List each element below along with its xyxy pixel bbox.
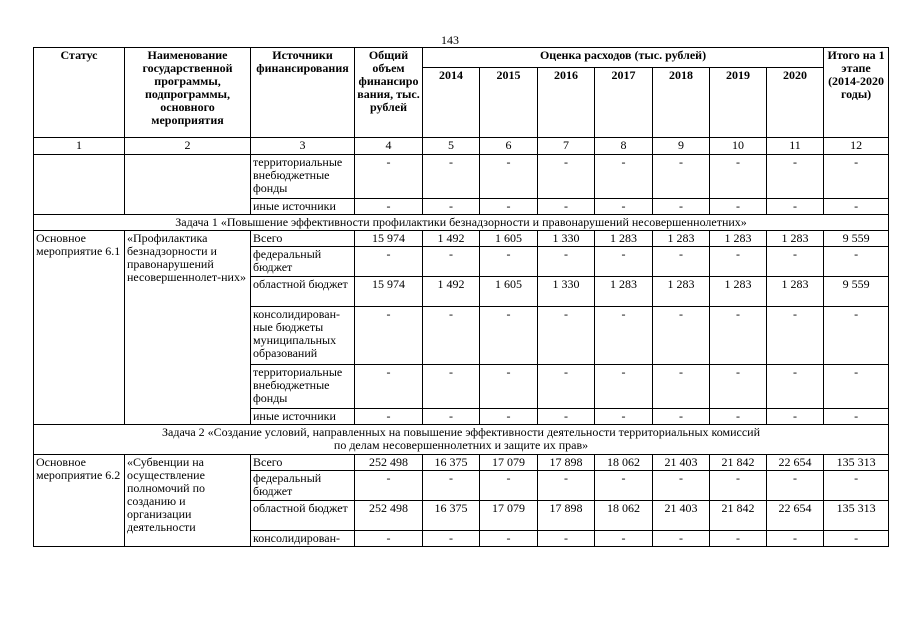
column-number: 7 <box>538 138 595 155</box>
value-cell: 18 062 <box>595 501 653 531</box>
header-stage-total: Итого на 1 этапе (2014-2020 годы) <box>824 48 889 138</box>
page-number: 143 <box>441 33 459 47</box>
value-cell: - <box>653 199 710 215</box>
source-cell: Всего <box>251 231 355 247</box>
value-cell: - <box>355 199 423 215</box>
status-cell: Основное мероприятие 6.1 <box>34 231 125 425</box>
value-cell: - <box>423 409 480 425</box>
value-cell: 1 283 <box>767 277 824 307</box>
column-number: 6 <box>480 138 538 155</box>
value-cell: - <box>824 247 889 277</box>
task-2-line-2: по делам несовершеннолетних и защите их прав» <box>333 438 589 452</box>
value-cell: - <box>595 247 653 277</box>
value-cell: 17 079 <box>480 455 538 471</box>
column-number: 4 <box>355 138 423 155</box>
header-year: 2018 <box>653 68 710 138</box>
value-cell: - <box>355 307 423 365</box>
column-number: 2 <box>125 138 251 155</box>
budget-table <box>33 47 889 547</box>
value-cell: - <box>767 199 824 215</box>
value-cell: 16 375 <box>423 501 480 531</box>
value-cell: - <box>480 471 538 501</box>
value-cell: - <box>538 365 595 409</box>
value-cell: 1 283 <box>710 231 767 247</box>
value-cell: - <box>710 531 767 547</box>
value-cell: - <box>480 409 538 425</box>
value-cell: 135 313 <box>824 455 889 471</box>
value-cell: - <box>710 199 767 215</box>
header-year: 2014 <box>423 68 480 138</box>
column-number: 8 <box>595 138 653 155</box>
column-number: 1 <box>34 138 125 155</box>
value-cell: - <box>355 409 423 425</box>
value-cell: - <box>355 471 423 501</box>
value-cell: 15 974 <box>355 231 423 247</box>
value-cell: 1 330 <box>538 277 595 307</box>
value-cell: 1 283 <box>710 277 767 307</box>
header-expenses: Оценка расходов (тыс. рублей) <box>423 48 824 68</box>
value-cell: - <box>824 307 889 365</box>
name-cell: «Профилактика безнадзорности и правонарушений несовершеннолет-них» <box>125 231 251 425</box>
status-cell: Основное мероприятие 6.2 <box>34 455 125 547</box>
source-cell: областной бюджет <box>251 501 355 531</box>
value-cell: 17 898 <box>538 501 595 531</box>
value-cell: - <box>653 365 710 409</box>
value-cell: 22 654 <box>767 455 824 471</box>
value-cell: - <box>423 247 480 277</box>
header-program-name: Наименование государственной программы, подпрограммы, основного мероприятия <box>125 48 251 138</box>
header-status: Статус <box>34 48 125 138</box>
value-cell: 21 842 <box>710 501 767 531</box>
value-cell: - <box>538 247 595 277</box>
source-cell: территориальные внебюджетные фонды <box>251 365 355 409</box>
column-number: 3 <box>251 138 355 155</box>
value-cell: - <box>538 531 595 547</box>
column-number: 12 <box>824 138 889 155</box>
value-cell: - <box>710 471 767 501</box>
value-cell: - <box>595 409 653 425</box>
value-cell: 17 898 <box>538 455 595 471</box>
value-cell: 16 375 <box>423 455 480 471</box>
value-cell: - <box>710 155 767 199</box>
value-cell: - <box>653 409 710 425</box>
value-cell: - <box>595 531 653 547</box>
header-year: 2019 <box>710 68 767 138</box>
value-cell: - <box>480 365 538 409</box>
value-cell: - <box>423 365 480 409</box>
value-cell: - <box>595 307 653 365</box>
value-cell: - <box>480 199 538 215</box>
header-year: 2017 <box>595 68 653 138</box>
value-cell: - <box>595 199 653 215</box>
value-cell: - <box>653 307 710 365</box>
value-cell: - <box>480 247 538 277</box>
value-cell: - <box>824 471 889 501</box>
value-cell: 1 283 <box>767 231 824 247</box>
header-sources: Источники финансирования <box>251 48 355 138</box>
value-cell: - <box>653 531 710 547</box>
source-cell: иные источники <box>251 199 355 215</box>
value-cell: - <box>423 307 480 365</box>
value-cell: - <box>767 155 824 199</box>
header-year: 2016 <box>538 68 595 138</box>
value-cell: 1 492 <box>423 277 480 307</box>
value-cell: 1 283 <box>595 277 653 307</box>
value-cell: - <box>767 471 824 501</box>
value-cell: - <box>423 199 480 215</box>
value-cell: 17 079 <box>480 501 538 531</box>
value-cell: - <box>767 409 824 425</box>
source-cell: областной бюджет <box>251 277 355 307</box>
value-cell: - <box>595 365 653 409</box>
status-cell-empty <box>34 155 125 215</box>
value-cell: - <box>710 307 767 365</box>
value-cell: - <box>538 471 595 501</box>
value-cell: 1 283 <box>653 277 710 307</box>
value-cell: - <box>355 155 423 199</box>
value-cell: - <box>355 531 423 547</box>
value-cell: - <box>355 247 423 277</box>
value-cell: - <box>538 409 595 425</box>
source-cell: федеральный бюджет <box>251 247 355 277</box>
value-cell: 9 559 <box>824 231 889 247</box>
column-number: 10 <box>710 138 767 155</box>
value-cell: - <box>824 531 889 547</box>
column-number: 5 <box>423 138 480 155</box>
value-cell: 18 062 <box>595 455 653 471</box>
value-cell: 1 605 <box>480 231 538 247</box>
value-cell: - <box>595 471 653 501</box>
source-cell: иные источники <box>251 409 355 425</box>
value-cell: 1 330 <box>538 231 595 247</box>
task-2-line-1: Задача 2 «Создание условий, направленных на повышение эффективности деятельности территориальных комиссий <box>162 425 761 439</box>
value-cell: - <box>767 531 824 547</box>
value-cell: - <box>653 247 710 277</box>
value-cell: - <box>824 199 889 215</box>
value-cell: - <box>710 409 767 425</box>
source-cell: территориальные внебюджетные фонды <box>251 155 355 199</box>
value-cell: 135 313 <box>824 501 889 531</box>
value-cell: 1 283 <box>653 231 710 247</box>
name-cell: «Субвенции на осуществление полномочий по созданию и организации деятельности <box>125 455 251 547</box>
source-cell: консолидирован- <box>251 531 355 547</box>
value-cell: - <box>423 471 480 501</box>
value-cell: 21 403 <box>653 455 710 471</box>
header-year: 2015 <box>480 68 538 138</box>
task-1-heading: Задача 1 «Повышение эффективности профилактики безнадзорности и правонарушений несовершеннолетних» <box>34 215 889 231</box>
value-cell: - <box>480 155 538 199</box>
value-cell: - <box>824 365 889 409</box>
value-cell: - <box>653 155 710 199</box>
value-cell: 252 498 <box>355 501 423 531</box>
value-cell: 252 498 <box>355 455 423 471</box>
header-year: 2020 <box>767 68 824 138</box>
name-cell-empty <box>125 155 251 215</box>
value-cell: - <box>653 471 710 501</box>
value-cell: 1 492 <box>423 231 480 247</box>
value-cell: - <box>767 365 824 409</box>
value-cell: - <box>538 199 595 215</box>
header-total: Общий объем финансиро вания, тыс. рублей <box>355 48 423 138</box>
value-cell: - <box>767 307 824 365</box>
value-cell: - <box>824 409 889 425</box>
column-number: 11 <box>767 138 824 155</box>
value-cell: 21 403 <box>653 501 710 531</box>
value-cell: - <box>480 531 538 547</box>
value-cell: - <box>480 307 538 365</box>
value-cell: - <box>423 155 480 199</box>
value-cell: - <box>710 247 767 277</box>
value-cell: - <box>824 155 889 199</box>
value-cell: - <box>538 155 595 199</box>
value-cell: 15 974 <box>355 277 423 307</box>
column-number: 9 <box>653 138 710 155</box>
value-cell: 21 842 <box>710 455 767 471</box>
value-cell: 9 559 <box>824 277 889 307</box>
source-cell: федеральный бюджет <box>251 471 355 501</box>
value-cell: - <box>767 247 824 277</box>
value-cell: - <box>595 155 653 199</box>
value-cell: - <box>538 307 595 365</box>
source-cell: Всего <box>251 455 355 471</box>
value-cell: - <box>355 365 423 409</box>
value-cell: 1 605 <box>480 277 538 307</box>
value-cell: - <box>423 531 480 547</box>
value-cell: - <box>710 365 767 409</box>
value-cell: 22 654 <box>767 501 824 531</box>
source-cell: консолидирован-ные бюджеты муниципальных образований <box>251 307 355 365</box>
task-2-heading <box>34 425 889 455</box>
value-cell: 1 283 <box>595 231 653 247</box>
